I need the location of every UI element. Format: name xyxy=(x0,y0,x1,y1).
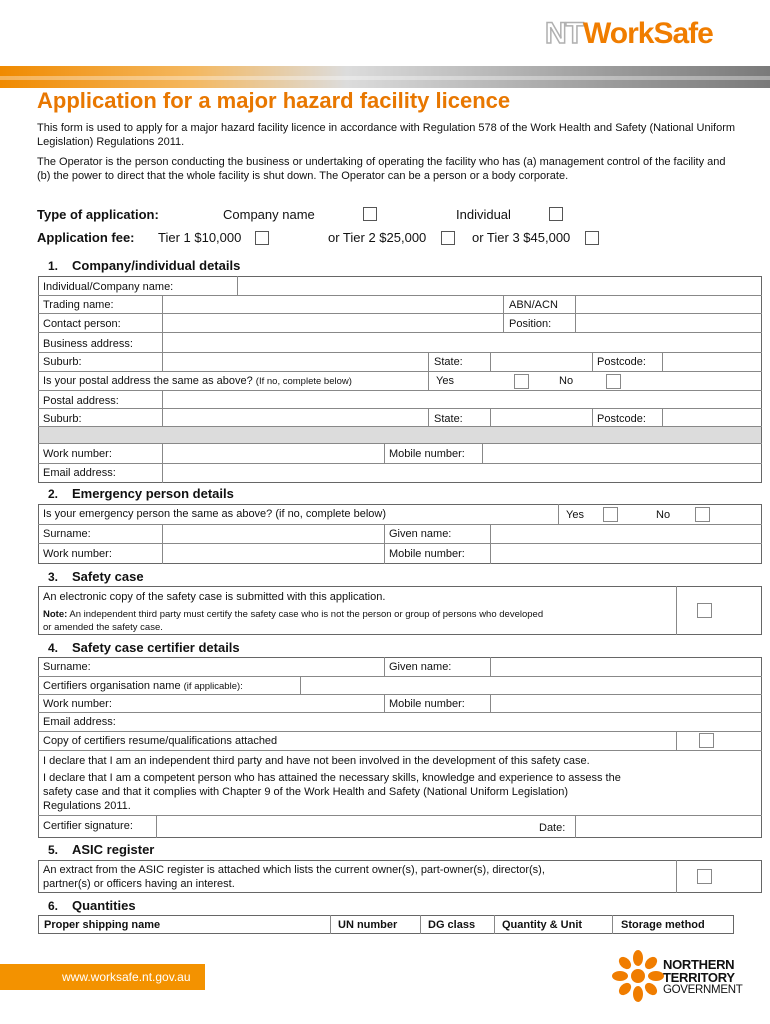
section-2-heading: 2. Emergency person details xyxy=(48,486,234,501)
tier3-checkbox[interactable] xyxy=(585,231,599,245)
postal-suburb-field[interactable] xyxy=(163,409,428,426)
rule xyxy=(503,295,504,332)
col-quantity-unit: Quantity & Unit xyxy=(502,919,583,931)
postal-state-label: State: xyxy=(434,413,463,425)
emergency-work-label: Work number: xyxy=(43,548,112,560)
certifier-org-label: Certifiers organisation name (if applicable): xyxy=(43,680,243,692)
certifier-signature-field[interactable] xyxy=(157,816,532,838)
certifier-email-field[interactable] xyxy=(39,713,761,731)
rule xyxy=(428,408,429,426)
company-option-label: Company name xyxy=(223,207,315,222)
rule xyxy=(592,352,593,371)
certifier-given-field[interactable] xyxy=(491,658,761,676)
tier2-label: or Tier 2 $25,000 xyxy=(328,230,427,245)
certifier-mobile-field[interactable] xyxy=(491,695,761,712)
postcode-label: Postcode: xyxy=(597,356,646,368)
business-address-label: Business address: xyxy=(43,338,133,350)
emergency-surname-field[interactable] xyxy=(163,525,384,543)
fee-label: Application fee: xyxy=(37,230,135,245)
asic-checkbox[interactable] xyxy=(697,869,712,884)
work-number-label: Work number: xyxy=(43,448,112,460)
type-label: Type of application: xyxy=(37,207,159,222)
postal-address-field[interactable] xyxy=(163,391,761,408)
suburb-label: Suburb: xyxy=(43,356,82,368)
declaration-2-line-2: safety case and that it complies with Chapter 9 of the Work Health and Safety (National Uniform Legislation) xyxy=(43,786,569,798)
rule xyxy=(384,694,385,712)
tier3-label: or Tier 3 $45,000 xyxy=(472,230,571,245)
suburb-field[interactable] xyxy=(163,353,428,371)
mobile-number-label: Mobile number: xyxy=(389,448,465,460)
nt-government-emblem-icon xyxy=(612,950,664,1002)
safety-case-note: Note: An independent third party must certify the safety case who is not the person or group of persons who developed xyxy=(43,609,544,620)
footer-url[interactable]: www.worksafe.nt.gov.au xyxy=(62,970,191,984)
postal-suburb-label: Suburb: xyxy=(43,413,82,425)
postcode-field[interactable] xyxy=(663,353,761,371)
postal-yes-label: Yes xyxy=(436,375,454,387)
rule xyxy=(558,504,559,524)
mobile-number-field[interactable] xyxy=(483,444,761,463)
header-band-highlight xyxy=(0,76,770,80)
emergency-yes-checkbox[interactable] xyxy=(603,507,618,522)
position-field[interactable] xyxy=(576,314,761,332)
emergency-mobile-field[interactable] xyxy=(491,544,761,563)
abn-label: ABN/ACN xyxy=(509,299,558,311)
certifier-mobile-label: Mobile number: xyxy=(389,698,465,710)
trading-name-field[interactable] xyxy=(163,296,503,313)
asic-text-line-2: partner(s) or officers having an interest. xyxy=(43,878,235,890)
company-name-field[interactable] xyxy=(238,277,761,295)
col-un-number: UN number xyxy=(338,919,398,931)
col-dg-class: DG class xyxy=(428,919,476,931)
rule xyxy=(676,860,677,893)
section-6-heading: 6. Quantities xyxy=(48,898,136,913)
tier1-checkbox[interactable] xyxy=(255,231,269,245)
declaration-2-line-3: Regulations 2011. xyxy=(43,800,131,812)
rule xyxy=(612,915,613,934)
business-address-field[interactable] xyxy=(163,333,761,352)
individual-checkbox[interactable] xyxy=(549,207,563,221)
date-label: Date: xyxy=(539,822,566,834)
emergency-surname-label: Surname: xyxy=(43,528,91,540)
col-shipping-name: Proper shipping name xyxy=(44,919,161,931)
certifier-given-label: Given name: xyxy=(389,661,452,673)
postal-state-field[interactable] xyxy=(491,409,592,426)
postal-address-label: Postal address: xyxy=(43,395,119,407)
emergency-yes-label: Yes xyxy=(566,509,584,521)
emergency-no-label: No xyxy=(656,509,671,521)
rule xyxy=(592,408,593,426)
rule xyxy=(676,586,677,635)
emergency-work-field[interactable] xyxy=(163,544,384,563)
postal-no-checkbox[interactable] xyxy=(606,374,621,389)
rule xyxy=(494,915,495,934)
resume-attached-label: Copy of certifiers resume/qualifications attached xyxy=(43,735,278,747)
tier2-checkbox[interactable] xyxy=(441,231,455,245)
state-field[interactable] xyxy=(491,353,592,371)
rule xyxy=(428,352,429,390)
tier1-label: Tier 1 $10,000 xyxy=(158,230,242,245)
postal-yes-checkbox[interactable] xyxy=(514,374,529,389)
worksafe-logo: NTWorkSafe xyxy=(545,17,713,50)
declaration-2-line-1: I declare that I am a competent person who has attained the necessary skills, knowledge and experience to assess the xyxy=(43,772,621,784)
email-field[interactable] xyxy=(163,464,761,483)
trading-name-label: Trading name: xyxy=(43,299,114,311)
emergency-same-question: Is your emergency person the same as above? (if no, complete below) xyxy=(43,508,387,520)
emergency-given-label: Given name: xyxy=(389,528,452,540)
col-storage-method: Storage method xyxy=(621,919,705,931)
resume-attached-checkbox[interactable] xyxy=(699,733,714,748)
rule xyxy=(384,524,385,564)
certifier-work-field[interactable] xyxy=(39,695,384,712)
rule xyxy=(330,915,331,934)
rule xyxy=(420,915,421,934)
safety-case-note-cont: or amended the safety case. xyxy=(43,622,163,633)
section-5-heading: 5. ASIC register xyxy=(48,842,155,857)
rule xyxy=(38,426,762,427)
postal-postcode-label: Postcode: xyxy=(597,413,646,425)
contact-person-field[interactable] xyxy=(163,314,503,332)
intro-paragraph-2: The Operator is the person conducting the business or undertaking of operating the facility who has (a) management control of the facility and (b) the power to direct that the whole facility is shut down. The Operator can be a person or a body corporate. xyxy=(37,156,726,182)
section-4-heading: 4. Safety case certifier details xyxy=(48,640,240,655)
rule xyxy=(38,731,762,732)
intro-paragraph-1: This form is used to apply for a major hazard facility licence in accordance with Regulation 578 of the Work Health and Safety (National Uniform Legislation) Regulations 2011. xyxy=(37,122,736,148)
certifier-surname-field[interactable] xyxy=(39,658,384,676)
section-3-heading: 3. Safety case xyxy=(48,569,144,584)
company-checkbox[interactable] xyxy=(363,207,377,221)
gov-name-line-1: NORTHERN xyxy=(663,957,735,972)
position-label: Position: xyxy=(509,318,552,330)
emergency-mobile-label: Mobile number: xyxy=(389,548,465,560)
certifier-signature-label: Certifier signature: xyxy=(43,820,133,832)
emergency-no-checkbox[interactable] xyxy=(695,507,710,522)
postal-postcode-field[interactable] xyxy=(663,409,761,426)
gov-name-line-2: TERRITORY xyxy=(663,970,735,985)
work-number-field[interactable] xyxy=(163,444,384,463)
postal-no-label: No xyxy=(559,375,574,387)
individual-option-label: Individual xyxy=(456,207,511,222)
rule xyxy=(38,371,762,372)
company-name-label: Individual/Company name: xyxy=(43,281,174,293)
certifier-org-field[interactable] xyxy=(301,677,761,694)
rule xyxy=(676,731,677,750)
certifier-surname-label: Surname: xyxy=(43,661,91,673)
declaration-1: I declare that I am an independent third party and have not been involved in the development of this safety case. xyxy=(43,755,590,767)
abn-field[interactable] xyxy=(576,296,761,313)
asic-text-line-1: An extract from the ASIC register is attached which lists the current owner(s), part-owner(s), director(s), xyxy=(43,864,545,876)
state-label: State: xyxy=(434,356,463,368)
section-1-divider-shade xyxy=(39,426,761,443)
footer-url-bar xyxy=(0,964,205,990)
rule xyxy=(38,750,762,751)
page-title: Application for a major hazard facility licence xyxy=(37,88,511,113)
emergency-given-field[interactable] xyxy=(491,525,761,543)
postal-same-question: Is your postal address the same as above? (If no, complete below) xyxy=(43,375,352,387)
safety-case-checkbox[interactable] xyxy=(697,603,712,618)
date-field[interactable] xyxy=(576,816,761,838)
certifier-email-label: Email address: xyxy=(43,716,116,728)
email-label: Email address: xyxy=(43,467,116,479)
contact-person-label: Contact person: xyxy=(43,318,121,330)
gov-name-line-3: GOVERNMENT xyxy=(663,984,743,996)
rule xyxy=(384,443,385,463)
certifier-work-label: Work number: xyxy=(43,698,112,710)
safety-case-text: An electronic copy of the safety case is submitted with this application. xyxy=(43,591,386,603)
rule xyxy=(384,657,385,676)
section-1-heading: 1. Company/individual details xyxy=(48,258,241,273)
